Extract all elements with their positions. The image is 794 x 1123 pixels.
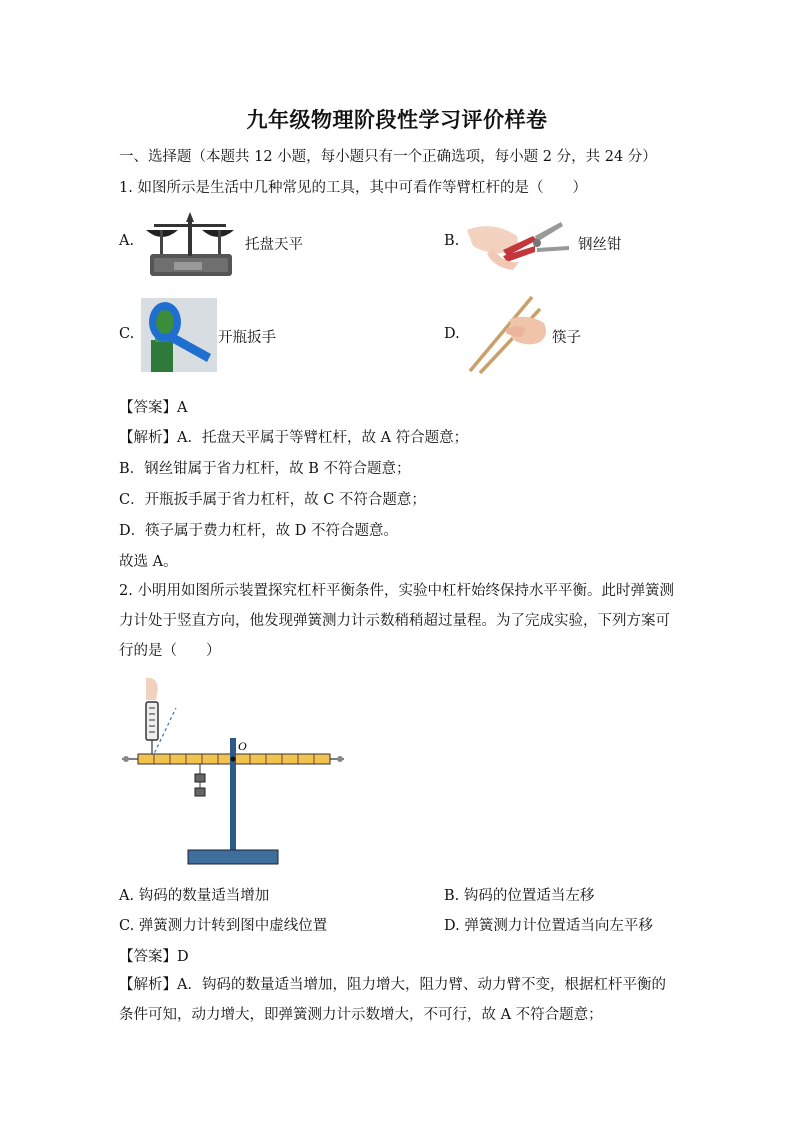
q1-option-c-name: 开瓶扳手 xyxy=(218,330,276,346)
q1-option-d-name: 筷子 xyxy=(552,330,581,346)
q2-option-b: B. 钩码的位置适当左移 xyxy=(444,888,595,904)
pliers-icon xyxy=(463,210,575,274)
q1-option-a-name: 托盘天平 xyxy=(245,237,303,253)
bottle-opener-icon xyxy=(141,298,217,372)
q1-stem: 1. 如图所示是生活中几种常见的工具，其中可看作等臂杠杆的是（ ） xyxy=(119,180,587,196)
q1-analysis-line: B．钢丝钳属于省力杠杆，故 B 不符合题意； xyxy=(119,461,411,477)
q2-answer: 【答案】D xyxy=(119,949,189,965)
q1-option-d-letter: D. xyxy=(444,326,460,342)
section-heading: 一、选择题（本题共 12 小题，每小题只有一个正确选项，每小题 2 分，共 24 分） xyxy=(119,149,657,165)
stand-base xyxy=(188,850,278,864)
lever-apparatus-figure xyxy=(118,674,350,870)
q1-option-b-letter: B. xyxy=(444,233,460,249)
pivot-label: O xyxy=(238,739,247,753)
stand-pole xyxy=(230,738,236,854)
q2-option-a: A. 钩码的数量适当增加 xyxy=(119,888,270,904)
q1-analysis-line: D．筷子属于费力杠杆，故 D 不符合题意。 xyxy=(119,523,398,539)
q1-option-b-name: 钢丝钳 xyxy=(578,237,622,253)
page-title: 九年级物理阶段性学习评价样卷 xyxy=(246,107,548,132)
hand-icon xyxy=(146,678,158,700)
q2-option-d: D. 弹簧测力计位置适当向左平移 xyxy=(444,918,653,934)
weight-icon xyxy=(195,774,205,782)
chopsticks-icon xyxy=(466,293,552,375)
q1-analysis-line: C．开瓶扳手属于省力杠杆，故 C 不符合题意； xyxy=(119,492,426,508)
weight-icon xyxy=(195,788,205,796)
q2-stem: 2. 小明用如图所示装置探究杠杆平衡条件，实验中杠杆始终保持水平平衡。此时弹簧测力计处于竖直方向，他发现弹簧测力计示数稍稍超过量程。为了完成实验，下列方案可行的是（ ） xyxy=(119,583,674,659)
q1-option-c-letter: C. xyxy=(119,326,135,342)
q2-analysis-line: 【解析】A．钩码的数量适当增加，阻力增大，阻力臂、动力臂不变，根据杠杆平衡的条件可知，动力增大，即弹簧测力计示数增大，不可行，故 A 不符合题意； xyxy=(119,977,666,1023)
balance-scale-icon xyxy=(140,208,240,280)
q1-analysis-line: 故选 A。 xyxy=(119,554,178,570)
q1-analysis-line: 【解析】A．托盘天平属于等臂杠杆，故 A 符合题意； xyxy=(119,430,469,446)
q1-answer: 【答案】A xyxy=(119,400,188,416)
q1-option-a-letter: A. xyxy=(119,233,135,249)
q2-option-c: C. 弹簧测力计转到图中虚线位置 xyxy=(119,918,328,934)
